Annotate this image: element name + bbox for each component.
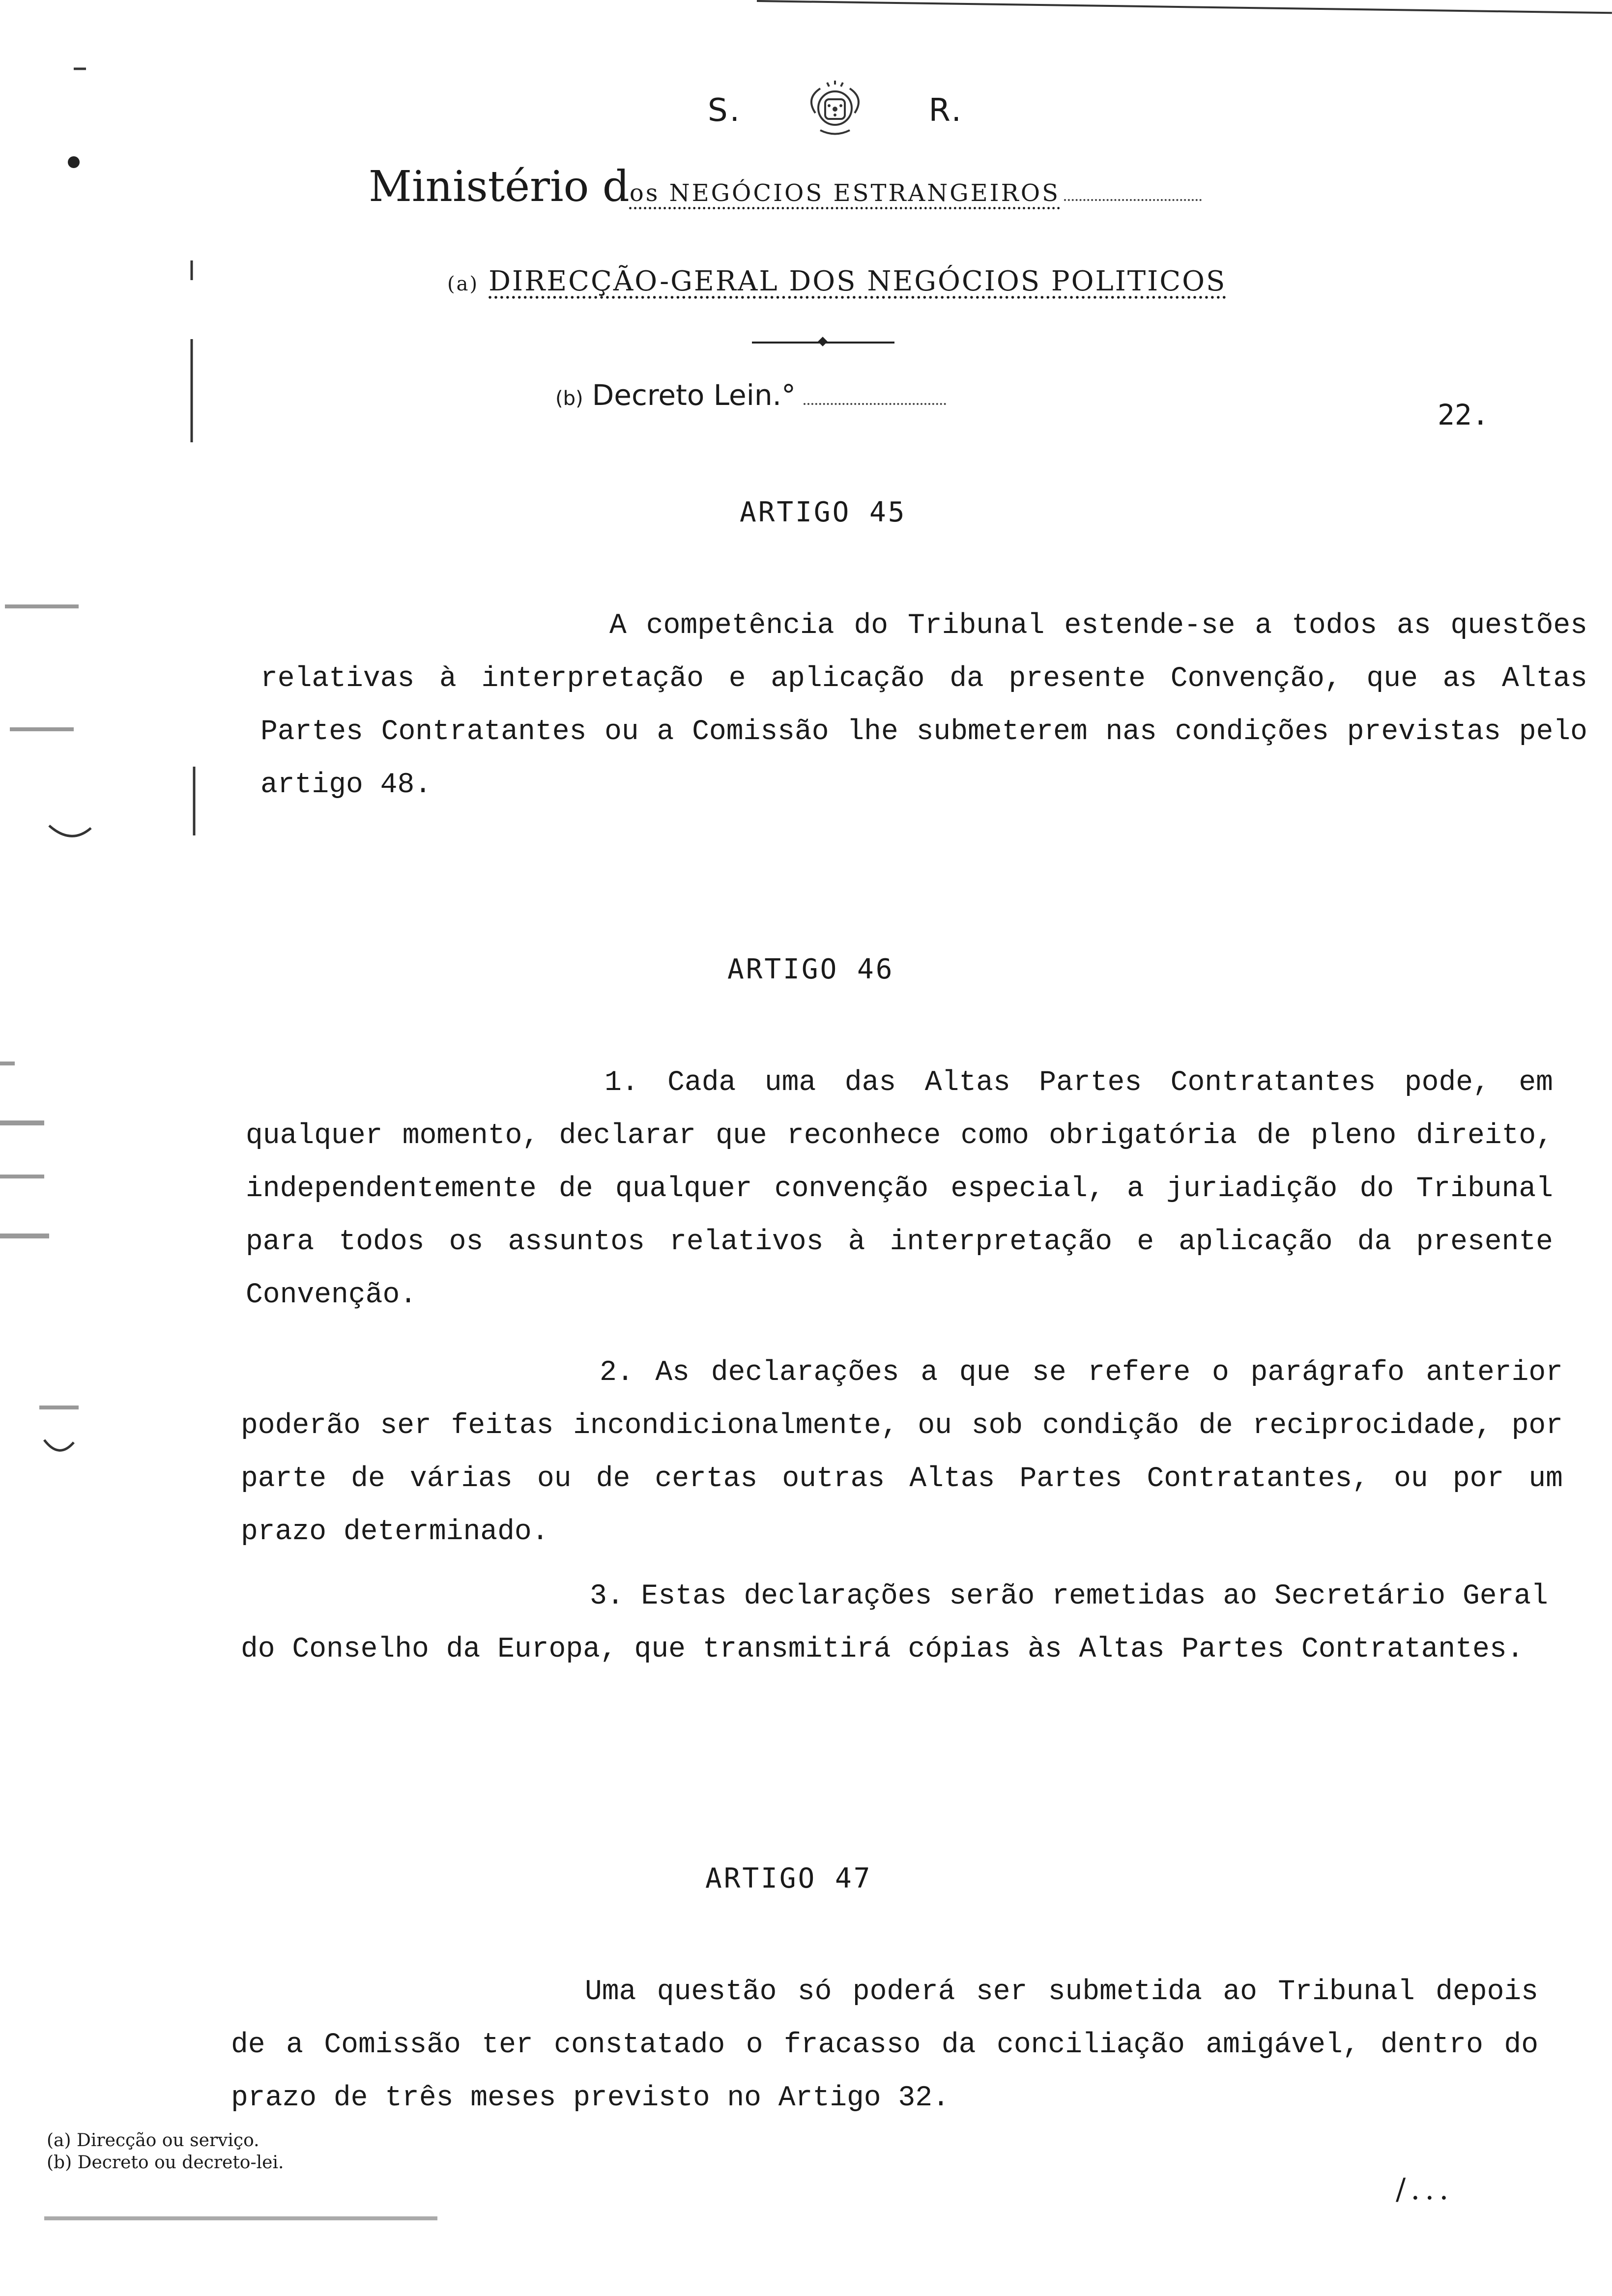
- ministry-prefix: Ministério d: [369, 162, 630, 211]
- ministry-title: [369, 162, 1202, 211]
- decreto-number: 22.: [1438, 398, 1489, 431]
- article-paragraph: A competência do Tribunal estende-se a todos as questões relativas à interpretação e aplicação da presente Convenção, que as Altas Partes Contratantes ou a Comissão lhe submeterem nas condições previstas pelo artigo 48.: [260, 610, 1587, 801]
- article-paragraph: 3. Estas declarações serão remetidas ao Secretário Geral do Conselho da Europa, que transmitirá cópias às Altas Partes Contratantes.: [241, 1580, 1548, 1665]
- continuation-mark: /...: [1396, 2172, 1454, 2207]
- article-heading: ARTIGO 45: [740, 496, 907, 528]
- direccao-line: [447, 265, 1226, 297]
- footnote-a: (a) Direcção ou serviço.: [47, 2130, 259, 2151]
- printer-imprint-mark: [44, 2211, 447, 2226]
- decreto-label: (b): [555, 387, 583, 410]
- left-margin-scan-marks: [0, 0, 206, 2296]
- divider-diamond-icon: [818, 337, 828, 346]
- direccao-value: DIRECÇÃO-GERAL DOS NEGÓCIOS POLITICOS: [489, 265, 1227, 297]
- coat-of-arms-icon: [786, 79, 884, 143]
- direccao-label: (a): [447, 273, 479, 295]
- article-heading: ARTIGO 46: [727, 953, 894, 985]
- ministry-dotted-line: [1064, 199, 1202, 201]
- letterhead-r: R.: [928, 92, 963, 129]
- letterhead: [708, 79, 963, 143]
- article-paragraph: Uma questão só poderá ser submetida ao Tribunal depois de a Comissão ter constatado o fracasso da conciliação amigável, dentro do prazo de três meses previsto no Artigo 32.: [231, 1976, 1538, 2114]
- article-heading: ARTIGO 47: [705, 1863, 872, 1894]
- article-paragraph: 1. Cada uma das Altas Partes Contratantes pode, em qualquer momento, declarar que reconhece como obrigatória de pleno direito, independentemente de qualquer convenção especial, a juriadição do Tribunal para todos os assuntos relativos à interpretação e aplicação da presente Convenção.: [246, 1067, 1553, 1311]
- decreto-line: [555, 378, 946, 412]
- footnote-b: (b) Decreto ou decreto-lei.: [47, 2152, 284, 2173]
- top-edge-rule: [757, 0, 1612, 14]
- article-paragraph: 2. As declarações a que se refere o parágrafo anterior poderão ser feitas incondicionalmente, ou sob condição de reciprocidade, por parte de várias ou de certas outras Altas Partes Contratantes, ou por um prazo determinado.: [241, 1357, 1563, 1548]
- ministry-name: os NEGÓCIOS ESTRANGEIROS: [629, 179, 1060, 207]
- decreto-text: Decreto Lein.°: [592, 378, 796, 412]
- decreto-dotted-line: [804, 403, 946, 405]
- letterhead-s: S.: [708, 92, 742, 129]
